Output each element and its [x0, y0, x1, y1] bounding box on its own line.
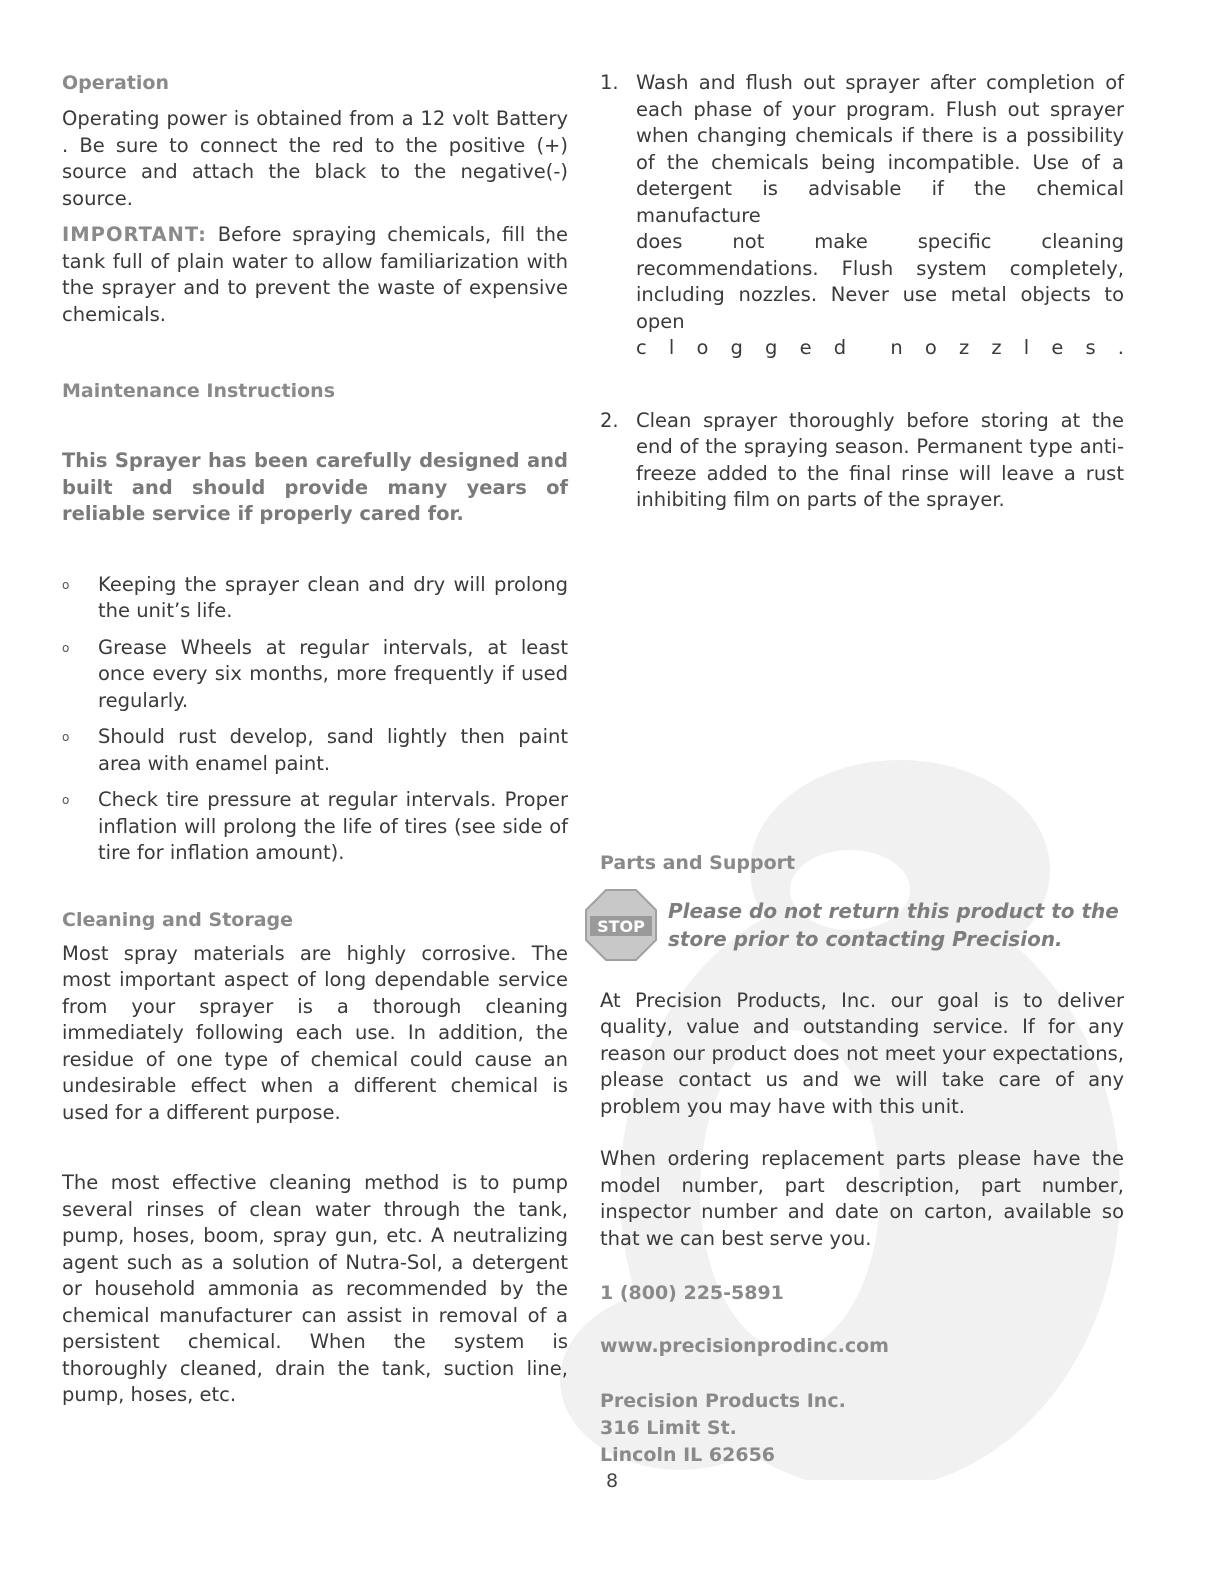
- support-paragraph-1: At Precision Products, Inc. our goal is to deliver quality, value and outstanding service. If for any reason our product does not meet your expectations, please contact us and we will take care of any problem you may have with this unit.: [600, 988, 1124, 1118]
- operation-section: [62, 72, 568, 328]
- list-item: [600, 408, 1124, 514]
- parts-support-section: [597, 851, 1124, 1470]
- list-item: o Should rust develop, sand lightly then paint area with enamel paint.: [62, 725, 568, 775]
- step-text-spread-line: does not make specific cleaning: [636, 230, 1124, 253]
- parts-support-heading: Parts and Support: [600, 851, 796, 874]
- stop-notice-text: Please do not return this product to the store prior to contacting Precision.: [668, 898, 1119, 951]
- bullet-circle-icon: o: [62, 577, 70, 592]
- step-text: Clean sprayer thoroughly before storing at the end of the spraying season. Permanent type anti-freeze added to the final rinse will leave a rust inhibiting film on parts of the sprayer.: [636, 408, 1124, 511]
- maintenance-intro: This Sprayer has been carefully designed and built and should provide many years of reliable service if properly cared for.: [62, 449, 568, 525]
- maintenance-bullet-list: [62, 572, 568, 867]
- cleaning-paragraph-1: Most spray materials are highly corrosive. The most important aspect of long dependable service from your sprayer is a thorough cleaning immediately following each use. In addition, the residue of one type of chemical could cause an undesirable effect when a different chemical is used for a different purpose.: [62, 941, 568, 1124]
- bullet-circle-icon: o: [62, 793, 70, 807]
- stop-notice: [597, 888, 1124, 962]
- website-link[interactable]: www.precisionprodinc.com: [600, 1335, 889, 1357]
- list-item: o Check tire pressure at regular intervals. Proper inflation will prolong the life of tires (see side of tire for inflation amount).: [62, 788, 568, 864]
- bullet-circle-icon: o: [62, 730, 70, 744]
- street-address: 316 Limit St.: [600, 1417, 737, 1439]
- operation-paragraph: Operating power is obtained from a 12 volt Battery . Be sure to connect the red to the positive (+) source and attach the black to the negative(-) source.: [62, 107, 568, 210]
- maintenance-section: [62, 380, 568, 867]
- step-text-last-line: c l o g g e d n o z z l e s .: [636, 336, 1124, 359]
- city-address: Lincoln IL 62656: [600, 1444, 776, 1466]
- bullet-circle-icon: o: [62, 640, 70, 655]
- step-text: Wash and flush out sprayer after completion of each phase of your program. Flush out sprayer when changing chemicals if there is a possibility of the chemicals being incompatible. Use of a detergent is advisable if the chemical manufacture: [636, 71, 1124, 227]
- page-number: 8: [605, 1470, 619, 1492]
- cleaning-heading: Cleaning and Storage: [62, 908, 294, 931]
- left-column: [62, 70, 568, 1409]
- step-text-continued: recommendations. Flush system completely, including nozzles. Never use metal objects to open: [636, 256, 1124, 333]
- operation-heading: Operation: [62, 72, 170, 94]
- stop-sign-icon: [584, 888, 658, 962]
- right-column: [597, 70, 1124, 1469]
- list-item: o Grease Wheels at regular intervals, at least once every six months, more frequently if used regularly.: [62, 635, 568, 712]
- phone-number: 1 (800) 225-5891: [600, 1282, 784, 1304]
- step-number: 2.: [600, 408, 619, 432]
- cleaning-section: [62, 909, 568, 1409]
- important-label: IMPORTANT:: [62, 223, 207, 246]
- stop-sign-label: STOP: [597, 916, 645, 936]
- support-paragraph-2: When ordering replacement parts please have the model number, part description, part number, inspector number and date on carton, available so that we can best serve you.: [600, 1147, 1124, 1250]
- important-paragraph: [62, 222, 568, 328]
- maintenance-heading: Maintenance Instructions: [62, 380, 336, 402]
- list-item: o Keeping the sprayer clean and dry will prolong the unit’s life.: [62, 572, 568, 622]
- list-item: [600, 70, 1124, 362]
- company-name: Precision Products Inc.: [600, 1390, 846, 1412]
- important-text: Before spraying chemicals, fill the tank full of plain water to allow familiarization with the sprayer and to prevent the waste of expensive chemicals.: [62, 223, 568, 326]
- step-number: 1.: [600, 71, 619, 94]
- cleaning-paragraph-2: The most effective cleaning method is to pump several rinses of clean water through the tank, pump, hoses, boom, spray gun, etc. A neutralizing agent such as a solution of Nutra-Sol, a detergent or household ammonia as recommended by the chemical manufacturer can assist in removal of a persistent chemical. When the system is thoroughly cleaned, drain the tank, suction line, pump, hoses, etc.: [62, 1171, 568, 1406]
- cleaning-steps-list: [600, 70, 1124, 514]
